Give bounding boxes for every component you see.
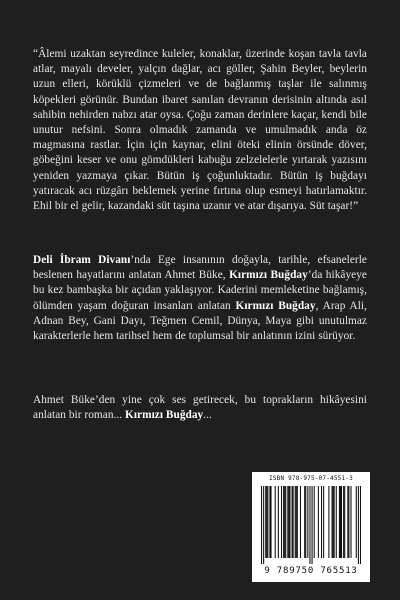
- barcode-bar: [296, 486, 297, 558]
- barcode-bar: [350, 486, 351, 558]
- barcode-bar: [295, 486, 296, 558]
- barcode-bars: [261, 486, 361, 564]
- isbn-label: ISBN 978-975-07-4551-3: [269, 475, 353, 482]
- barcode-bar: [281, 486, 282, 558]
- book-title: Kırmızı Buğday: [229, 269, 308, 282]
- para1-text-3: , Arap Ali, Adnan Bey, Gani Dayı, Teğmen Cemil, Dünya, Maya gibi unutulmaz karakterlerle hem tarihsel hem de toplumsal bir anlatının izini sürüyor.: [33, 299, 367, 343]
- para1-text-2: ’da hikâyeye bu kez bambaşka bir açıdan yaklaşıyor. Kaderini memleketine bağlamış, ölümden yaşam doğuran insanları anlatan: [33, 269, 367, 312]
- barcode-bar: [283, 486, 284, 558]
- barcode-bar: [275, 486, 276, 558]
- barcode-bar: [287, 486, 288, 558]
- quote-text: “Âlemi uzaktan seyredince kuleler, konaklar, üzerinde koşan tavla tavla atlar, mayalı develer, yalçın dağlar, acı göller, Şahin Beyler, beylerin uzun elleri, körüklü çizmeleri ve de bağlanmış taşlar ile salınmış köpekleri görünür. Bundan ibaret sanılan devranın derisinin altında asıl sahibin nehirden nabzı atar oysa. Çoğu zaman derinlere kaçar, kendi bile unutur nefsini. Sonra olmadık zamanda ve umulmadık anda öz magmasına rastlar. İçin için kaynar, elini öteki elinin örsünde döver, göbeğini keser ve onu gömdükleri kabuğu zelzelelerle yırtarak yazısını yeniden yazmaya çıkar. Bütün iş çoğunluktadır. Bütün iş buğdayı yatıracak acı rüzgârı beklemek yerine fırtına olup esmeyi hatırlamaktır. Ehil bir el gelir, kazandaki süt taşına uzanır ve atar dışarıya. Süt taşar!”: [33, 48, 367, 213]
- barcode-bar: [270, 486, 271, 558]
- para2-text-1: Ahmet Büke’den yine çok ses getirecek, bu toprakların hikâyesini anlatan bir roman...: [33, 394, 367, 422]
- para2-text-2: ...: [203, 409, 212, 422]
- barcode-bar: [292, 486, 293, 558]
- barcode-bar: [340, 486, 341, 558]
- barcode-bar: [347, 486, 348, 558]
- para1-text-1: ’nda Ege insanının doğayla, tarihle, efsanelerle beslenen hayatlarını anlatan Ahmet Büke,: [33, 254, 367, 282]
- barcode-bar: [348, 486, 349, 558]
- barcode-bar: [309, 486, 310, 564]
- barcode-bar: [284, 486, 285, 558]
- barcode-bar: [336, 486, 337, 558]
- barcode-bar: [288, 486, 289, 558]
- barcode-bar: [328, 486, 329, 558]
- barcode-bar: [300, 486, 301, 558]
- barcode-bar: [278, 486, 279, 558]
- barcode-bar: [293, 486, 294, 558]
- barcode-bar: [358, 486, 359, 564]
- barcode-bar: [314, 486, 315, 558]
- book-title-reference: Deli İbram Divanı: [33, 254, 131, 266]
- barcode-bar: [318, 486, 319, 558]
- barcode-bar: [333, 486, 334, 558]
- book-title: Kırmızı Buğday: [235, 299, 316, 312]
- barcode-bar: [289, 486, 290, 558]
- barcode-bar: [360, 486, 361, 564]
- barcode-bar: [307, 486, 308, 558]
- barcode-bar: [266, 486, 267, 558]
- barcode-bar: [297, 486, 298, 558]
- barcode-bar: [334, 486, 335, 558]
- barcode-bar: [263, 486, 264, 564]
- barcode-bar: [341, 486, 342, 558]
- isbn-barcode: [252, 472, 370, 582]
- barcode-bar: [265, 486, 266, 558]
- barcode-bar: [343, 486, 344, 558]
- barcode-bar: [304, 486, 305, 558]
- barcode-bar: [261, 486, 262, 564]
- barcode-bar: [305, 486, 306, 558]
- barcode-bar: [323, 486, 324, 558]
- barcode-bar: [332, 486, 333, 558]
- barcode-bar: [312, 486, 313, 564]
- book-title: Kırmızı Buğday: [125, 409, 204, 422]
- barcode-bar: [344, 486, 345, 558]
- barcode-bar: [285, 486, 286, 558]
- description-paragraph-1: [33, 253, 367, 344]
- barcode-number: 9 789750 765513: [264, 566, 358, 576]
- back-cover-quote: [33, 47, 367, 214]
- barcode-bar: [321, 486, 322, 558]
- barcode-bar: [269, 486, 270, 558]
- barcode-bar: [356, 486, 357, 558]
- barcode-bar: [339, 486, 340, 558]
- description-paragraph-2: [33, 393, 367, 423]
- barcode-bar: [267, 486, 268, 558]
